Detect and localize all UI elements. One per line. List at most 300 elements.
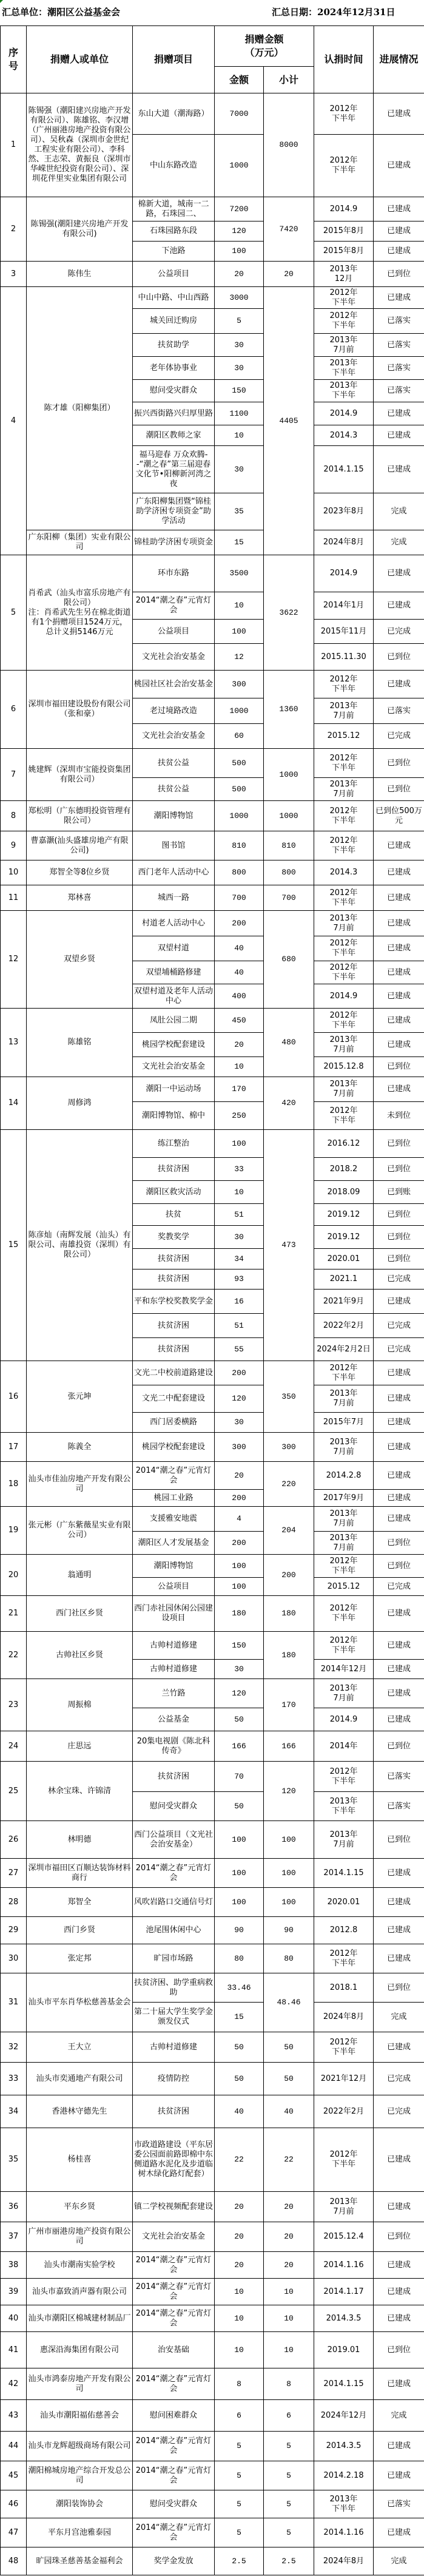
pledge-date: 2018.1 — [314, 1973, 374, 2003]
project-name: 扶贫济困 — [133, 1762, 215, 1792]
progress-status: 已建成 — [374, 93, 424, 135]
subtotal-value: 800 — [264, 860, 314, 885]
subtotal-value: 680 — [264, 911, 314, 1009]
row-seq: 12 — [1, 911, 27, 1009]
row-seq: 38 — [1, 2252, 27, 2279]
progress-status: 已建成 — [374, 135, 424, 197]
row-seq: 21 — [1, 1596, 27, 1632]
progress-status: 完成 — [374, 2400, 424, 2432]
pledge-date: 2014年12月 — [314, 1660, 374, 1679]
pledge-date: 2013年 7月前 — [314, 1821, 374, 1859]
pledge-date: 2014.1.15 — [314, 446, 374, 493]
progress-status: 已建成 — [374, 1660, 424, 1679]
pledge-date: 2022年2月 — [314, 2095, 374, 2128]
row-seq: 19 — [1, 1507, 27, 1555]
amount-value: 35 — [215, 493, 264, 530]
project-name: 古帅村道修建 — [133, 2032, 215, 2063]
subtotal-value: 5 — [264, 2518, 314, 2547]
pledge-date: 2012年 下半年 — [314, 2128, 374, 2192]
amount-value: 2.5 — [215, 2547, 264, 2575]
subtotal-value: 20 — [264, 2222, 314, 2252]
pledge-date: 2014.9 — [314, 984, 374, 1009]
table-row — [1, 1361, 424, 1385]
amount-value: 30 — [215, 446, 264, 493]
subtotal-value: 200 — [264, 1555, 314, 1596]
subtotal-value: 5 — [264, 2432, 314, 2461]
pledge-date: 2012年 下半年 — [314, 749, 374, 778]
progress-status: 已到账 — [374, 1181, 424, 1204]
amount-value: 810 — [215, 831, 264, 860]
table-row — [1, 671, 424, 698]
pledge-date: 2013年 7月前 — [314, 1077, 374, 1102]
pledge-date: 2020.01 — [314, 1249, 374, 1269]
donor-name: 王大立 — [27, 2032, 133, 2063]
amount-value: 500 — [215, 749, 264, 778]
amount-value: 50 — [215, 2063, 264, 2095]
table-row — [1, 2400, 424, 2432]
subtotal-value: 7420 — [264, 197, 314, 262]
row-seq: 47 — [1, 2518, 27, 2547]
project-name: 练江整治 — [133, 1130, 215, 1158]
progress-status: 已建成 — [374, 2461, 424, 2490]
amount-value: 700 — [215, 885, 264, 911]
progress-status: 已到位 — [374, 1057, 424, 1077]
row-seq: 40 — [1, 2305, 27, 2332]
subtotal-value: 170 — [264, 1679, 314, 1731]
donor-name: 平东月宫池雅泰园 — [27, 2518, 133, 2547]
amount-value: 70 — [215, 1762, 264, 1792]
amount-value: 16 — [215, 1290, 264, 1314]
table-row — [1, 2252, 424, 2279]
pledge-date: 2015年7月 — [314, 1413, 374, 1433]
amount-value: 1000 — [215, 698, 264, 724]
table-row — [1, 885, 424, 911]
progress-status: 已建成 — [374, 2305, 424, 2332]
amount-value: 170 — [215, 1077, 264, 1102]
amount-value: 6 — [215, 2400, 264, 2432]
header-date: 认捐时间 — [314, 26, 374, 93]
progress-status: 已建成 — [374, 197, 424, 221]
subtotal-value: 50 — [264, 2032, 314, 2063]
progress-status: 已建成 — [374, 592, 424, 620]
donor-name: 郑松明（广东德明投资管理有限公司） — [27, 801, 133, 831]
subtotal-value: 180 — [264, 1596, 314, 1632]
progress-status: 已落实 — [374, 1762, 424, 1792]
project-name: 下池路 — [133, 242, 215, 262]
table-row — [1, 1679, 424, 1708]
progress-status: 已到位 — [374, 1532, 424, 1555]
row-seq: 4 — [1, 287, 27, 555]
donor-name: 林余宝珠、许锦清 — [27, 1762, 133, 1821]
donor-name: 汕头市佳汕房地产开发有限公司 — [27, 1462, 133, 1507]
pledge-date: 2017年9月 — [314, 1490, 374, 1507]
pledge-date: 2012年 下半年 — [314, 1762, 374, 1792]
table-row — [1, 1555, 424, 1578]
project-name: 凤肚公园二期 — [133, 1009, 215, 1033]
pledge-date: 2021年12月 — [314, 2063, 374, 2095]
project-name: 双望村道 — [133, 936, 215, 961]
pledge-date: 2012年 下半年 — [314, 2032, 374, 2063]
amount-value: 34 — [215, 1249, 264, 1269]
progress-status: 已到位 — [374, 644, 424, 671]
project-name: 潮阳博物馆 — [133, 801, 215, 831]
row-seq: 43 — [1, 2400, 27, 2432]
pledge-date: 2013年 7月前 — [314, 1433, 374, 1462]
progress-status: 已建成 — [374, 1385, 424, 1413]
pledge-date: 2012年 下半年 — [314, 93, 374, 135]
project-name: 扶贫 — [133, 1204, 215, 1226]
project-name: 桃园学校配套建设 — [133, 1433, 215, 1462]
amount-value: 500 — [215, 778, 264, 801]
project-name: 桃园学校配套建设 — [133, 1033, 215, 1057]
amount-value: 100 — [215, 1859, 264, 1888]
pledge-date: 2024年12月 — [314, 2400, 374, 2432]
project-name: 扶贫公益 — [133, 749, 215, 778]
amount-value: 40 — [215, 2095, 264, 2128]
amount-value: 100 — [215, 620, 264, 644]
pledge-date: 2013年 7月前 — [314, 1033, 374, 1057]
pledge-date: 2013年 7月前 — [314, 778, 374, 801]
amount-value: 50 — [215, 1792, 264, 1821]
amount-value: 40 — [215, 961, 264, 984]
amount-value: 300 — [215, 671, 264, 698]
project-name: 扶贫公益 — [133, 778, 215, 801]
pledge-date: 2018.09 — [314, 1181, 374, 1204]
donor-name: 林明德 — [27, 1821, 133, 1859]
table-row — [1, 1433, 424, 1462]
row-seq: 3 — [1, 262, 27, 287]
project-name: 兰竹路 — [133, 1679, 215, 1708]
progress-status: 已完成 — [374, 620, 424, 644]
donor-name: 曹嘉灏(汕头盛雄房地产有限公司) — [27, 831, 133, 860]
progress-status: 已完成 — [374, 2095, 424, 2128]
header-project: 捐赠项目 — [133, 26, 215, 93]
donor-name: 郑林喜 — [27, 885, 133, 911]
table-row — [1, 262, 424, 287]
pledge-date: 2014.1.16 — [314, 2252, 374, 2279]
amount-value: 150 — [215, 380, 264, 402]
pledge-date: 2013年 7月前 — [314, 1507, 374, 1532]
amount-value: 100 — [215, 1888, 264, 1917]
project-name: 中山东路改造 — [133, 135, 215, 197]
amount-value: 450 — [215, 1009, 264, 1033]
table-row — [1, 93, 424, 135]
amount-value: 10 — [215, 2279, 264, 2305]
progress-status: 已落实 — [374, 309, 424, 334]
pledge-date: 2013年 7月前 — [314, 1385, 374, 1413]
project-name: 扶贫济困 — [133, 2095, 215, 2128]
progress-status: 已建成 — [374, 1859, 424, 1888]
amount-value: 5 — [215, 2518, 264, 2547]
donor-name: 广东阳柳（集团）实业有限公司 — [27, 530, 133, 555]
project-name: 石珠园路东段 — [133, 221, 215, 242]
pledge-date: 2014.2.18 — [314, 2461, 374, 2490]
row-seq: 28 — [1, 1888, 27, 1917]
pledge-date: 2013年 下半年 — [314, 1792, 374, 1821]
amount-value: 93 — [215, 1269, 264, 1290]
donor-name: 西门社区乡贤 — [27, 1596, 133, 1632]
donor-name: 郑智全 — [27, 1888, 133, 1917]
table-row — [1, 1632, 424, 1660]
amount-value: 5 — [215, 309, 264, 334]
row-seq: 24 — [1, 1731, 27, 1762]
amount-value: 22 — [215, 2128, 264, 2192]
progress-status: 完成 — [374, 530, 424, 555]
amount-value: 100 — [215, 1555, 264, 1578]
row-seq: 26 — [1, 1821, 27, 1859]
subtotal-value: 20 — [264, 262, 314, 287]
table-row — [1, 2461, 424, 2490]
progress-status: 已到位 — [374, 1973, 424, 2003]
project-name: 双望埔桶路修建 — [133, 961, 215, 984]
pledge-date: 2015年8月 — [314, 242, 374, 262]
amount-value: 20 — [215, 2222, 264, 2252]
amount-value: 10 — [215, 1057, 264, 1077]
project-name: 支援雅安地震 — [133, 1507, 215, 1532]
table-row — [1, 1973, 424, 2003]
progress-status: 已建成 — [374, 1361, 424, 1385]
progress-status: 完成 — [374, 2547, 424, 2575]
subtotal-value: 100 — [264, 1821, 314, 1859]
row-seq: 29 — [1, 1917, 27, 1944]
project-name: 老年体协事业 — [133, 357, 215, 380]
progress-status: 已建成 — [374, 671, 424, 698]
amount-value: 20 — [215, 1033, 264, 1057]
project-name: 潮阳区人才发展基金 — [133, 1532, 215, 1555]
donor-name: 汕头市潮阳福佑慈善会 — [27, 2400, 133, 2432]
progress-status: 已到位 — [374, 778, 424, 801]
subtotal-value: 1000 — [264, 801, 314, 831]
progress-status: 已建成 — [374, 1490, 424, 1507]
project-name: 2014“潮之春”元宵灯会 — [133, 1859, 215, 1888]
project-name: 潮阳博物馆、棉中 — [133, 1102, 215, 1130]
progress-status: 已建成 — [374, 1708, 424, 1731]
pledge-date: 2013年 7月前 — [314, 911, 374, 936]
amount-value: 1100 — [215, 402, 264, 425]
donor-name: 潮阳装饰协会 — [27, 2490, 133, 2518]
progress-status: 已建成 — [374, 936, 424, 961]
progress-status: 已到位 — [374, 2332, 424, 2368]
subtotal-value: 50 — [264, 2063, 314, 2095]
row-seq: 6 — [1, 671, 27, 749]
donor-name: 古帅社区乡贤 — [27, 1632, 133, 1679]
pledge-date: 2013年 7月前 — [314, 1679, 374, 1708]
table-row — [1, 860, 424, 885]
row-seq: 48 — [1, 2547, 27, 2575]
progress-status: 已建成 — [374, 402, 424, 425]
progress-status: 已建成 — [374, 1888, 424, 1917]
summary-unit: 汇总单位：潮阳区公益基金会 — [2, 7, 121, 18]
project-name: 古帅村道修建 — [133, 1660, 215, 1679]
project-name: 西门居委横路 — [133, 1413, 215, 1433]
donor-name: 汕头市鸿泰房地产开发有限公司 — [27, 2368, 133, 2400]
project-name: 振兴西街路兴归厚里路 — [133, 402, 215, 425]
pledge-date: 2012年 下半年 — [314, 936, 374, 961]
amount-value: 50 — [215, 2032, 264, 2063]
amount-value: 50 — [215, 1708, 264, 1731]
donor-name: 陈雄铭 — [27, 1009, 133, 1077]
row-seq: 33 — [1, 2063, 27, 2095]
amount-value: 51 — [215, 1314, 264, 1338]
donor-name: 陈锡强（潮阳建兴房地产开发有限公司）、陈雄铭、李汉增（广州丽港房地产投资有限公司）、吴秋森（深圳市金世纪工程实业有限公司）、李科然、王志荣、黄振良（深圳市华嵘世纪投资有限公司）、深圳花伴里实业集团有限公司 — [27, 93, 133, 197]
row-seq: 36 — [1, 2192, 27, 2222]
project-name: 旷园市场路 — [133, 1944, 215, 1973]
project-name: 文光社会治安基金 — [133, 724, 215, 749]
progress-status: 已到位500万元 — [374, 801, 424, 831]
header-donor: 捐赠人或单位 — [27, 26, 133, 93]
project-name: 文光二中配套建设 — [133, 1385, 215, 1413]
subtotal-value: 100 — [264, 1859, 314, 1888]
project-name: 第二十届大学生奖学金颁发仪式 — [133, 2003, 215, 2032]
amount-value: 3000 — [215, 287, 264, 309]
project-name: 锦桂助学济困专项资金 — [133, 530, 215, 555]
progress-status: 已建成 — [374, 1944, 424, 1973]
progress-status: 已建成 — [374, 1679, 424, 1708]
project-name: 潮阳区救灾活动 — [133, 1181, 215, 1204]
subtotal-value: 120 — [264, 1762, 314, 1821]
table-row — [1, 1462, 424, 1490]
pledge-date: 2014.3.5 — [314, 2432, 374, 2461]
row-seq: 22 — [1, 1632, 27, 1679]
project-name: 市政道路建设（平东居委公园面前路即棉中东侧道路水泥化及步道临树木绿化路灯配套） — [133, 2128, 215, 2192]
amount-value: 200 — [215, 1361, 264, 1385]
progress-status: 已到位 — [374, 1158, 424, 1181]
project-name: 2014“潮之春”元宵灯会 — [133, 2252, 215, 2279]
pledge-date: 2012年 下半年 — [314, 961, 374, 984]
pledge-date: 2014年 — [314, 1731, 374, 1762]
subtotal-value: 1000 — [264, 749, 314, 801]
project-name: 公益项目 — [133, 1578, 215, 1596]
project-name: 2014“潮之春”元宵灯会 — [133, 2305, 215, 2332]
amount-value: 30 — [215, 1226, 264, 1249]
project-name: 文光社会治安基金 — [133, 2222, 215, 2252]
amount-value: 10 — [215, 2305, 264, 2332]
amount-value: 150 — [215, 1632, 264, 1660]
cell-marker-icon — [0, 0, 3, 3]
progress-status: 已建成 — [374, 2128, 424, 2192]
donor-name: 肖希武（汕头市富乐房地产有限公司） 注：肖希武先生另在棉北街道有1个捐赠项目1524万元，总计义捐5146万元 — [27, 555, 133, 671]
progress-status: 已完成 — [374, 1578, 424, 1596]
progress-status: 已建成 — [374, 2252, 424, 2279]
project-name: 治安基础 — [133, 2332, 215, 2368]
project-name: 镇二学校视频配套建设 — [133, 2192, 215, 2222]
donor-name: 张定邦 — [27, 1944, 133, 1973]
table-row — [1, 1821, 424, 1859]
amount-value: 15 — [215, 2003, 264, 2032]
pledge-date: 2015年11月 — [314, 620, 374, 644]
amount-value: 33 — [215, 1158, 264, 1181]
row-seq: 37 — [1, 2222, 27, 2252]
pledge-date: 2021年9月 — [314, 1290, 374, 1314]
header-status: 进展情况 — [374, 26, 424, 93]
pledge-date: 2014.1.16 — [314, 2518, 374, 2547]
donor-name: 旷园珠圣慈善基金福利会 — [27, 2547, 133, 2575]
project-name: 扶贫济困 — [133, 1158, 215, 1181]
table-row — [1, 2222, 424, 2252]
project-name: 扶贫济困 — [133, 1314, 215, 1338]
row-seq: 1 — [1, 93, 27, 197]
project-name: 西门公益项目（文光社会治安基金） — [133, 1821, 215, 1859]
project-name: 老过境路改造 — [133, 698, 215, 724]
amount-value: 30 — [215, 357, 264, 380]
donor-name: 汕头市龙辉超级商场有限公司 — [27, 2432, 133, 2461]
amount-value: 100 — [215, 1821, 264, 1859]
subtotal-value: 100 — [264, 1888, 314, 1917]
table-row — [1, 831, 424, 860]
project-name: 2014“潮之春”元宵灯会 — [133, 2279, 215, 2305]
pledge-date: 2013年 7月前 — [314, 1532, 374, 1555]
table-row — [1, 1762, 424, 1792]
amount-value: 40 — [215, 936, 264, 961]
project-name: 文光社会治安基金 — [133, 1057, 215, 1077]
row-seq: 16 — [1, 1361, 27, 1433]
project-name: 潮阳一中运动场 — [133, 1077, 215, 1102]
project-name: 2014“潮之春”元宵灯会 — [133, 592, 215, 620]
amount-value: 120 — [215, 1679, 264, 1708]
table-row — [1, 197, 424, 221]
project-name: 棉新大道，城南一二路，石珠园二、 — [133, 197, 215, 221]
progress-status: 已建成 — [374, 1462, 424, 1490]
progress-status: 已建成 — [374, 1433, 424, 1462]
pledge-date: 2015.12 — [314, 1578, 374, 1596]
subtotal-value: 4405 — [264, 287, 314, 555]
table-row — [1, 530, 424, 555]
subtotal-value: 8 — [264, 2368, 314, 2400]
table-row — [1, 1507, 424, 1532]
project-name: 20集电视剧《陈北科传奇》 — [133, 1731, 215, 1762]
amount-value: 10 — [215, 592, 264, 620]
pledge-date: 2014年1月 — [314, 592, 374, 620]
progress-status: 已建成 — [374, 1009, 424, 1033]
project-name: 东山大道（潮海路） — [133, 93, 215, 135]
amount-value: 300 — [215, 1433, 264, 1462]
amount-value: 51 — [215, 1204, 264, 1226]
amount-value: 10 — [215, 425, 264, 446]
amount-value: 20 — [215, 2192, 264, 2222]
pledge-date: 2013年 7月前 — [314, 334, 374, 357]
table-row — [1, 555, 424, 592]
pledge-date: 2012年 下半年 — [314, 1361, 374, 1385]
progress-status: 已建成 — [374, 961, 424, 984]
donor-name: 深圳市福田区百顺达装饰材料商行 — [27, 1859, 133, 1888]
pledge-date: 2012年 下半年 — [314, 309, 374, 334]
donor-name: 汕头市潮南实验学校 — [27, 2252, 133, 2279]
progress-status: 已建成 — [374, 1507, 424, 1532]
pledge-date: 2013年 下半年 — [314, 380, 374, 402]
amount-value: 800 — [215, 860, 264, 885]
row-seq: 23 — [1, 1679, 27, 1731]
progress-status: 已建成 — [374, 2518, 424, 2547]
pledge-date: 2014.1.17 — [314, 2279, 374, 2305]
pledge-date: 2019.12 — [314, 1226, 374, 1249]
project-name: 扶贫济困、助学重病救助 — [133, 1973, 215, 2003]
amount-value: 250 — [215, 1102, 264, 1130]
progress-status: 已完成 — [374, 1338, 424, 1361]
donor-name: 张元彬（广东紫薇星实业有限公司） — [27, 1507, 133, 1555]
header-amount-group: 捐赠金额 （万元） — [215, 26, 314, 67]
row-seq: 10 — [1, 860, 27, 885]
project-name: 奖教奖学 — [133, 1226, 215, 1249]
donor-name: 杨桂喜 — [27, 2128, 133, 2192]
pledge-date: 2014.2.8 — [314, 1462, 374, 1490]
progress-status: 已建成 — [374, 1632, 424, 1660]
project-name: 池尾围休闲中心 — [133, 1917, 215, 1944]
progress-status: 已到位 — [374, 2222, 424, 2252]
pledge-date: 2014.3 — [314, 860, 374, 885]
donor-name: 陈锡强(潮阳建兴房地产开发有限公司) — [27, 197, 133, 262]
amount-value: 5 — [215, 2432, 264, 2461]
progress-status: 已到位 — [374, 1226, 424, 1249]
